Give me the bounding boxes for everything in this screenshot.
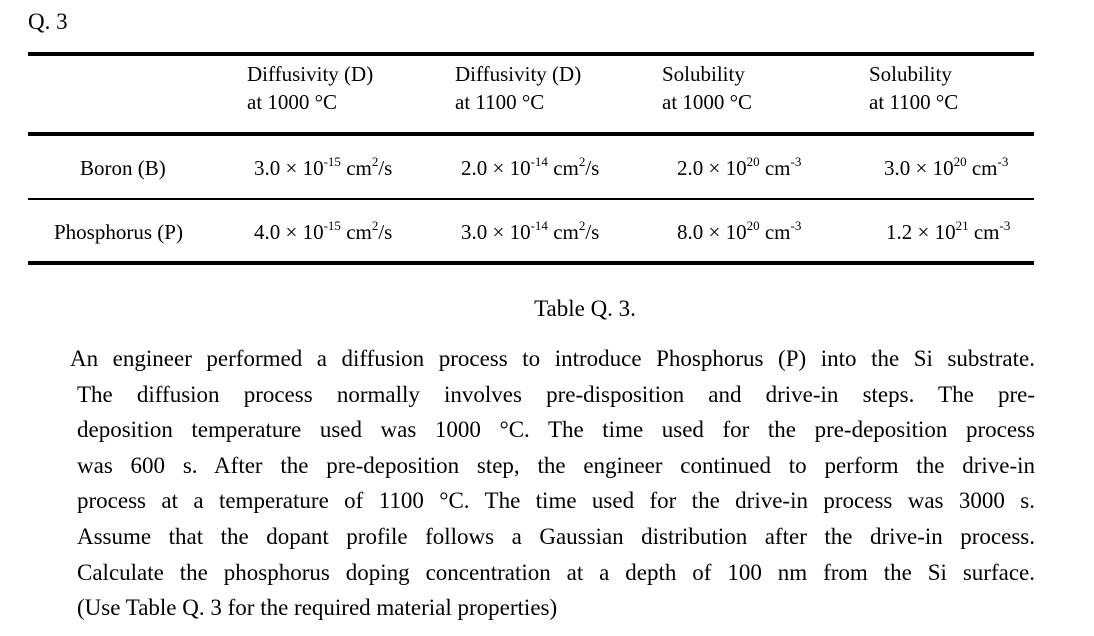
column-header-line: at 1100 °C: [869, 90, 959, 114]
table-top-rule: [28, 52, 1034, 56]
question-number: Q. 3: [28, 9, 68, 34]
question-paragraph: [70, 341, 1035, 626]
table-cell: $2.0 \times 10^{20}$ $cm^{-3}$: [677, 154, 802, 180]
column-header-line: at 1000 °C: [247, 90, 338, 114]
paragraph-line: Assume that the dopant profile follows a Gaussian distribution after the drive-in process.: [77, 523, 1035, 549]
column-header-line: Diffusivity (D): [247, 62, 374, 86]
column-header-diffusivity-1100: [455, 60, 581, 116]
column-header-line: Solubility: [662, 62, 745, 86]
table-bottom-rule: [28, 261, 1034, 265]
header-separator-rule: [28, 132, 1034, 136]
table-cell: $4.0 \times 10^{-15}$ $cm^2/s$: [254, 218, 393, 244]
column-header-solubility-1000: [662, 60, 752, 116]
paragraph-line: Calculate the phosphorus doping concentration at a depth of 100 nm from the Si surface.: [77, 559, 1035, 585]
table-caption: [0, 294, 1094, 324]
paragraph-line: deposition temperature used was 1000 °C. The time used for the pre-deposition process: [77, 417, 1035, 443]
paragraph-line: An engineer performed a diffusion process to introduce Phosphorus (P) into the Si substrate.: [70, 346, 1035, 371]
table-cell: $1.2 \times 10^{21}$ $cm^{-3}$: [886, 218, 1011, 244]
column-header-line: Diffusivity (D): [455, 62, 582, 86]
column-header-solubility-1100: [869, 60, 958, 116]
table-caption-text: Table Q. 3.: [534, 296, 636, 321]
row-label-phosphorus: Phosphorus (P): [54, 220, 183, 244]
paragraph-line: The diffusion process normally involves pre-disposition and drive-in steps. The pre-: [77, 381, 1035, 407]
column-header-line: at 1000 °C: [662, 90, 753, 114]
column-header-line: Solubility: [869, 62, 952, 86]
row-separator-rule: [28, 198, 1034, 200]
table-cell: $8.0 \times 10^{20}$ $cm^{-3}$: [677, 218, 802, 244]
table-cell: $3.0 \times 10^{-14}$ $cm^2/s$: [461, 218, 600, 244]
table-cell: $3.0 \times 10^{-15}$ $cm^2/s$: [254, 154, 393, 180]
row-label-boron: Boron (B): [80, 156, 166, 180]
column-header-diffusivity-1000: [247, 60, 373, 116]
paragraph-line: process at a temperature of 1100 °C. The time used for the drive-in process was 3000 s.: [77, 488, 1035, 514]
paragraph-line: was 600 s. After the pre-deposition step, the engineer continued to perform the drive-in: [77, 452, 1035, 478]
column-header-line: at 1100 °C: [455, 90, 545, 114]
table-cell: $2.0 \times 10^{-14}$ $cm^2/s$: [461, 154, 600, 180]
table-cell: $3.0 \times 10^{20}$ $cm^{-3}$: [884, 154, 1009, 180]
paragraph-line: (Use Table Q. 3 for the required material properties): [77, 595, 558, 621]
